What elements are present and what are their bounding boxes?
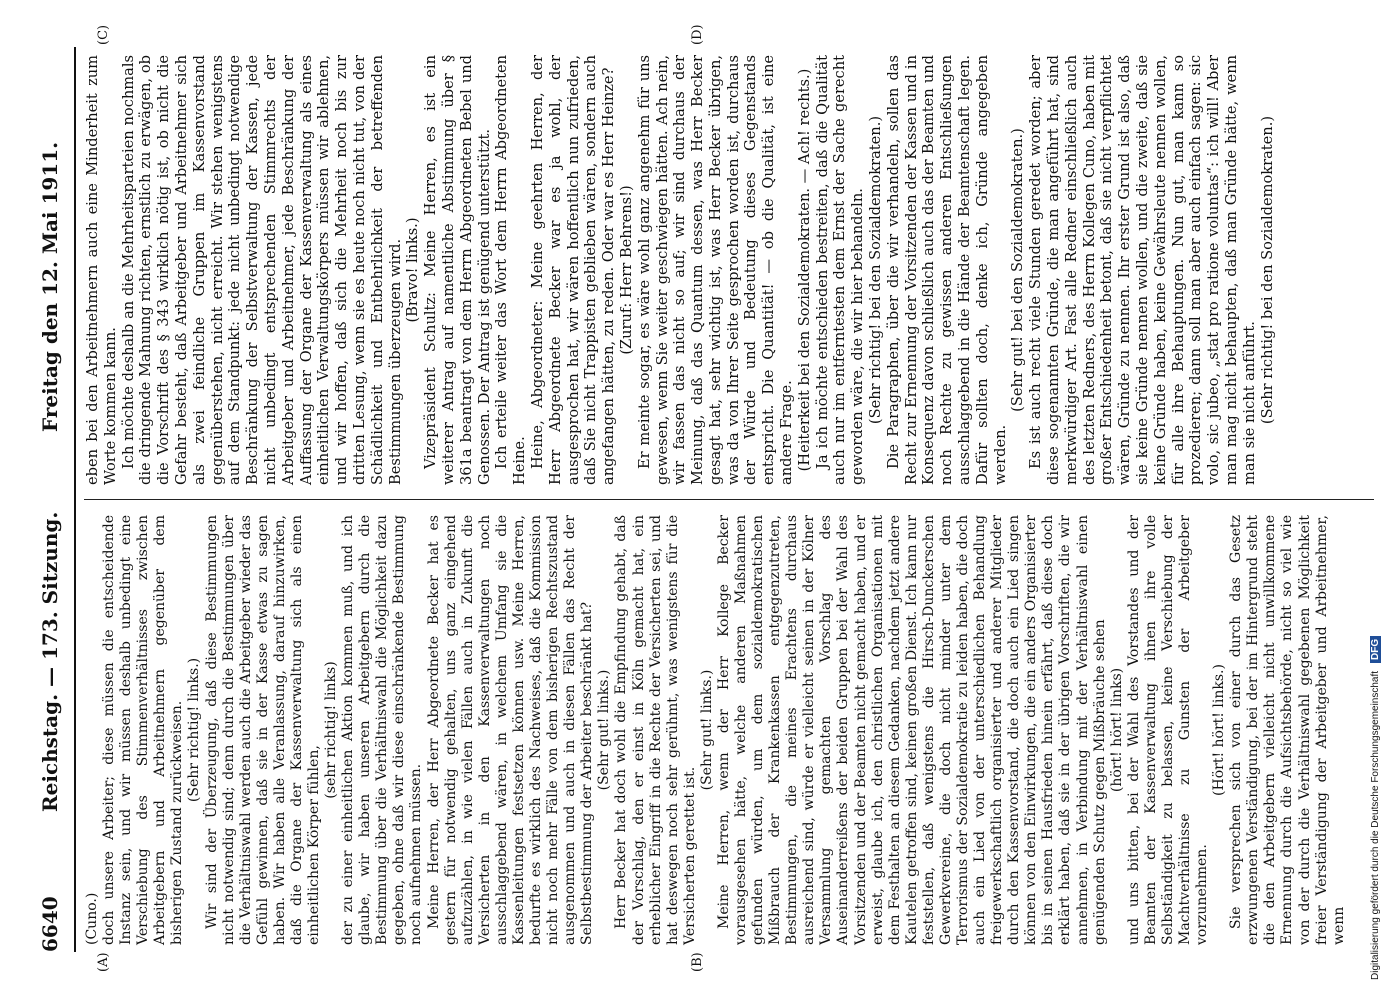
paragraph: Er meinte sogar, es wäre wohl ganz angenehm für uns gewesen, wenn Sie weiter geschwiegen hätten. Ach nein, wir fassen das nicht so auf; wir sind durchaus der Meinung, daß das Quantum dessen, was Herr Becker gesagt hat, sehr wichtig ist, was Herr Becker übrigen, was da von Ihrer Seite gesprochen worden ist, durchaus der Würde und Bedeutung dieses Gegenstands entspricht. Die Quantität! — ob die Qualität, ist eine andere Frage.: [635, 55, 796, 485]
paragraph: Ich möchte deshalb an die Mehrheitsparteien nochmals die dringende Mahnung richten, ernstlich zu erwägen, ob die Vorschrift des § 343 wirklich nötig ist, ob nicht die Gefahr besteht, daß Arbeitgeber und Arbeitnehmer sich als zwei feindliche Gruppen im Kassenvorstand gegenüberstehen, nicht erreicht. Wir stehen wenigstens auf dem Standpunkt: jede nicht unbedingt notwendige Beschränkung der Selbstverwaltung der Kassen, jede nicht unbedingt entsprechenden Stimmrechts der Arbeitgeber und Arbeitnehmer, jede Beschränkung der Auffassung der Organe der Kassenverwaltung als eines einheitlichen Verwaltungskörpers müssen wir ablehnen, und wir hoffen, daß sich die Mehrheit noch bis zur dritten Lesung, wenn sie es heute noch nicht tut, von der Schädlichkeit und Entbehrlichkeit der betreffenden Bestimmungen überzeugen wird.: [119, 55, 404, 485]
page-number: 6640: [38, 896, 62, 952]
paragraph: Vizepräsident Schultz: Meine Herren, es ist ein weiterer Antrag auf namentliche Abstimmung über § 361a beantragt von dem Herrn Abgeordneten Bebel und Genossen. Der Antrag ist genügend unterstützt.: [422, 55, 493, 485]
left-column: [84, 515, 1348, 945]
interjection: (Sehr gut! bei den Sozialdemokraten.): [1009, 128, 1027, 412]
interjection: (Sehr richtig! bei den Sozialdemokraten.): [1258, 115, 1276, 425]
margin-marker-b: (B): [690, 952, 705, 972]
header-title-right: Freitag den 12. Mai 1911.: [38, 141, 62, 432]
interjection: (Sehr gut! links.): [596, 669, 613, 791]
interjection: (Sehr richtig! links.): [186, 657, 203, 803]
interjection: (hört! hört! links): [1108, 667, 1125, 793]
paragraph: und uns bitten, bei der Wahl des Vorstandes und der Beamten der Kassenverwaltung ihnen ihre volle Selbständigkeit zu belassen, keine Verschiebung der Machtverhältnisse zu Gunsten der Arbeitgeber vorzunehmen.: [1125, 515, 1211, 945]
dfg-logo: DFG: [1370, 636, 1381, 663]
paragraph: Meine Herren, wenn der Herr Kollege Becker vorausgesehen hätte, welche anderen Maßnahmen gefunden würden, um dem sozialdemokratischen Mißbrauch der Krankenkassen entgegenzutreten, Bestimmungen, die meines Erachtens durchaus ausreichend sind, würde er vielleicht seinen in der Kölner Versammlung gemachten Vorschlag des Auseinanderreißens der beiden Gruppen bei der Wahl des Vorsitzenden und der Beamten nicht gemacht haben, und er erweist, glaube ich, den christlichen Organisationen mit dem Festhalten an diesem Gedanken, nachdem jetzt andere Kautelen getroffen sind, keinen großen Dienst. Ich kann nur feststellen, daß wenigstens die Hirsch-Dunckerschen Gewerkvereine, die doch nicht minder unter dem Terrorismus der Sozialdemokratie zu leiden haben, die doch auch ein Lied von der unterschiedlichen Behandlung freigewerkschaftlich organisierter und anderer Mitglieder durch den Kassenvorstand, die doch auch ein Lied singen können von den Einwirkungen, die ein anders Organisierter bis in seinen Hausfrieden hinein erfährt, daß diese doch erklärt haben, daß sie in der übrigen Vorschriften, die wir annehmen, in Verbindung mit der Verhältniswahl einen genügenden Schutz gegen Mißbräuche sehen: [715, 515, 1108, 945]
column-divider: [84, 499, 1374, 500]
paragraph: Meine Herren, der Herr Abgeordnete Becker hat es gestern für notwendig gehalten, uns ganz eingehend aufzuzählen, in wie vielen Fällen auch in Zukunft die Versicherten in den Kassenverwaltungen noch ausschlaggebend wären, in welchem Umfang sie die Kassenleitungen festsetzen können usw. Meine Herren, bedurfte es wirklich des Nachweises, daß die Kommission nicht noch mehr Fälle von dem bisherigen Rechtszustand ausgenommen und auch in diesen Fällen das Recht der Selbstbestimmung der Arbeiter beschränkt hat?: [425, 515, 596, 945]
header-title-left: Reichstag. — 173. Sitzung.: [38, 511, 62, 812]
margin-marker-c: (C): [96, 24, 111, 45]
page-header: [30, 47, 70, 952]
interjection: (Sehr richtig! bei den Sozialdemokraten.): [867, 115, 885, 425]
interjection: (Heiterkeit bei den Sozialdemokraten. — Ach! rechts.): [795, 68, 813, 472]
header-rule: [74, 47, 76, 952]
interjection: (sehr richtig! links): [323, 661, 340, 799]
margin-marker-a: (A): [96, 952, 111, 972]
paragraph: Ja ich möchte entschieden bestreiten, daß die Qualität auch nur im entferntesten dem Ernst der Sache gerecht geworden wäre, die wir hier behandeln.: [813, 55, 867, 485]
paragraph: Sie versprechen sich von einer durch das Gesetz erzwungenen Verständigung, bei der im Hintergrund steht die den Arbeitgebern vielleicht nicht unwillkommene Ernennung durch die Aufsichtsbehörde, nicht so viel wie von der durch die Verhältniswahl gegebenen Möglichkeit freier Verständigung der Arbeitgeber und Arbeitnehmer, wenn: [1228, 515, 1347, 945]
paragraph: doch unsere Arbeiter; diese müssen die entscheidende Instanz sein, und wir müssen deshalb unbedingt eine Verschiebung des Stimmenverhältnisses zwischen Arbeitgebern und Arbeitnehmern gegenüber dem bisherigen Zustand zurückweisen.: [101, 515, 186, 945]
paragraph: Die Paragraphen, über die wir verhandeln, sollen das Recht zur Ernennung der Vorsitzenden der Kassen und in Konsequenz davon schließlich auch das der Beamten und noch Rechte zu gewissen anderen Entschließungen ausschlaggebend in die Hände der Beamtenschaft legen. Dafür sollten doch, denke ich, Gründe angegeben werden.: [884, 55, 1009, 485]
interjection: (Hört! hört! links.): [1211, 664, 1228, 796]
paragraph: Herr Becker hat doch wohl die Empfindung gehabt, daß der Vorschlag, den er einst in Köln gemacht hat, ein erheblicher Eingriff in die Rechte der Versicherten sei, und hat deswegen noch sehr gerühmt, was wenigstens für die Versicherten gerettet ist.: [613, 515, 698, 945]
right-column: [84, 55, 1276, 485]
paragraph: Ich erteile weiter das Wort dem Herrn Abgeordneten Heine.: [493, 55, 529, 485]
paragraph: (Cuno.): [84, 892, 100, 945]
margin-marker-d: (D): [690, 24, 705, 45]
side-note: [1370, 20, 1383, 980]
paragraph: eben bei den Arbeitnehmern auch eine Minderheit zum Worte kommen kann.: [84, 55, 119, 485]
side-note-text: Digitalisierung gefördert durch die Deutsche Forschungsgemeinschaft: [1370, 670, 1381, 980]
paragraph: Wir sind der Überzeugung, daß diese Bestimmungen nicht notwendig sind; denn durch die Bestimmungen über die Verhältniswahl werden auch die Arbeitgeber wieder das Gefühl gewinnen, daß sie in der Kasse etwas zu sagen haben. Wir haben alle Veranlassung, darauf hinzuwirken, daß die Organe der Kassenverwaltung sich als einen einheitlichen Körper fühlen,: [203, 515, 323, 945]
paragraph: der zu einer einheitlichen Aktion kommen muß, und ich glaube, wir haben unseren Arbeitgebern durch die Bestimmung über die Verhältniswahl die Möglichkeit dazu gegeben, ohne daß wir diese einschränkende Bestimmung noch aufnehmen müssen.: [340, 515, 425, 945]
interjection: (Bravo! links.): [404, 217, 422, 323]
interjection: (Sehr gut! links.): [698, 669, 715, 791]
paragraph: Es ist auch recht viele Stunden geredet worden; aber diese sogenannten Gründe, die man angeführt hat, sind merkwürdiger Art. Fast alle Redner einschließlich auch des letzten Redners, des Herrn Kollegen Cuno, haben mit großer Entschiedenheit betont, daß sie nicht verpflichtet wären, Gründe zu nennen. Ihr erster Grund ist also, daß sie keine Gründe nennen wollen, und die zweite, daß sie keine Gründe haben, keine Gewährsleute nennen wollen, für alle ihre Behauptungen. Nun gut, man kann so prozedieren; dann soll man aber auch einfach sagen: sic volo, sic jubeo, „stat pro ratione voluntas“: ich will! Aber man mag nicht behaupten, daß man Gründe hätte, wenn man sie nicht anführt.: [1027, 55, 1258, 485]
paragraph: Heine, Abgeordneter: Meine geehrten Herren, der Herr Abgeordnete Becker war es ja wohl, der ausgesprochen hat, wir wären hoffentlich nun zufrieden, daß Sie nicht Trappisten geblieben wären, sondern auch angefangen hätten, zu reden. Oder war es Herr Heinze?: [528, 55, 618, 485]
interjection: (Zuruf: Herr Behrens!): [617, 185, 635, 355]
